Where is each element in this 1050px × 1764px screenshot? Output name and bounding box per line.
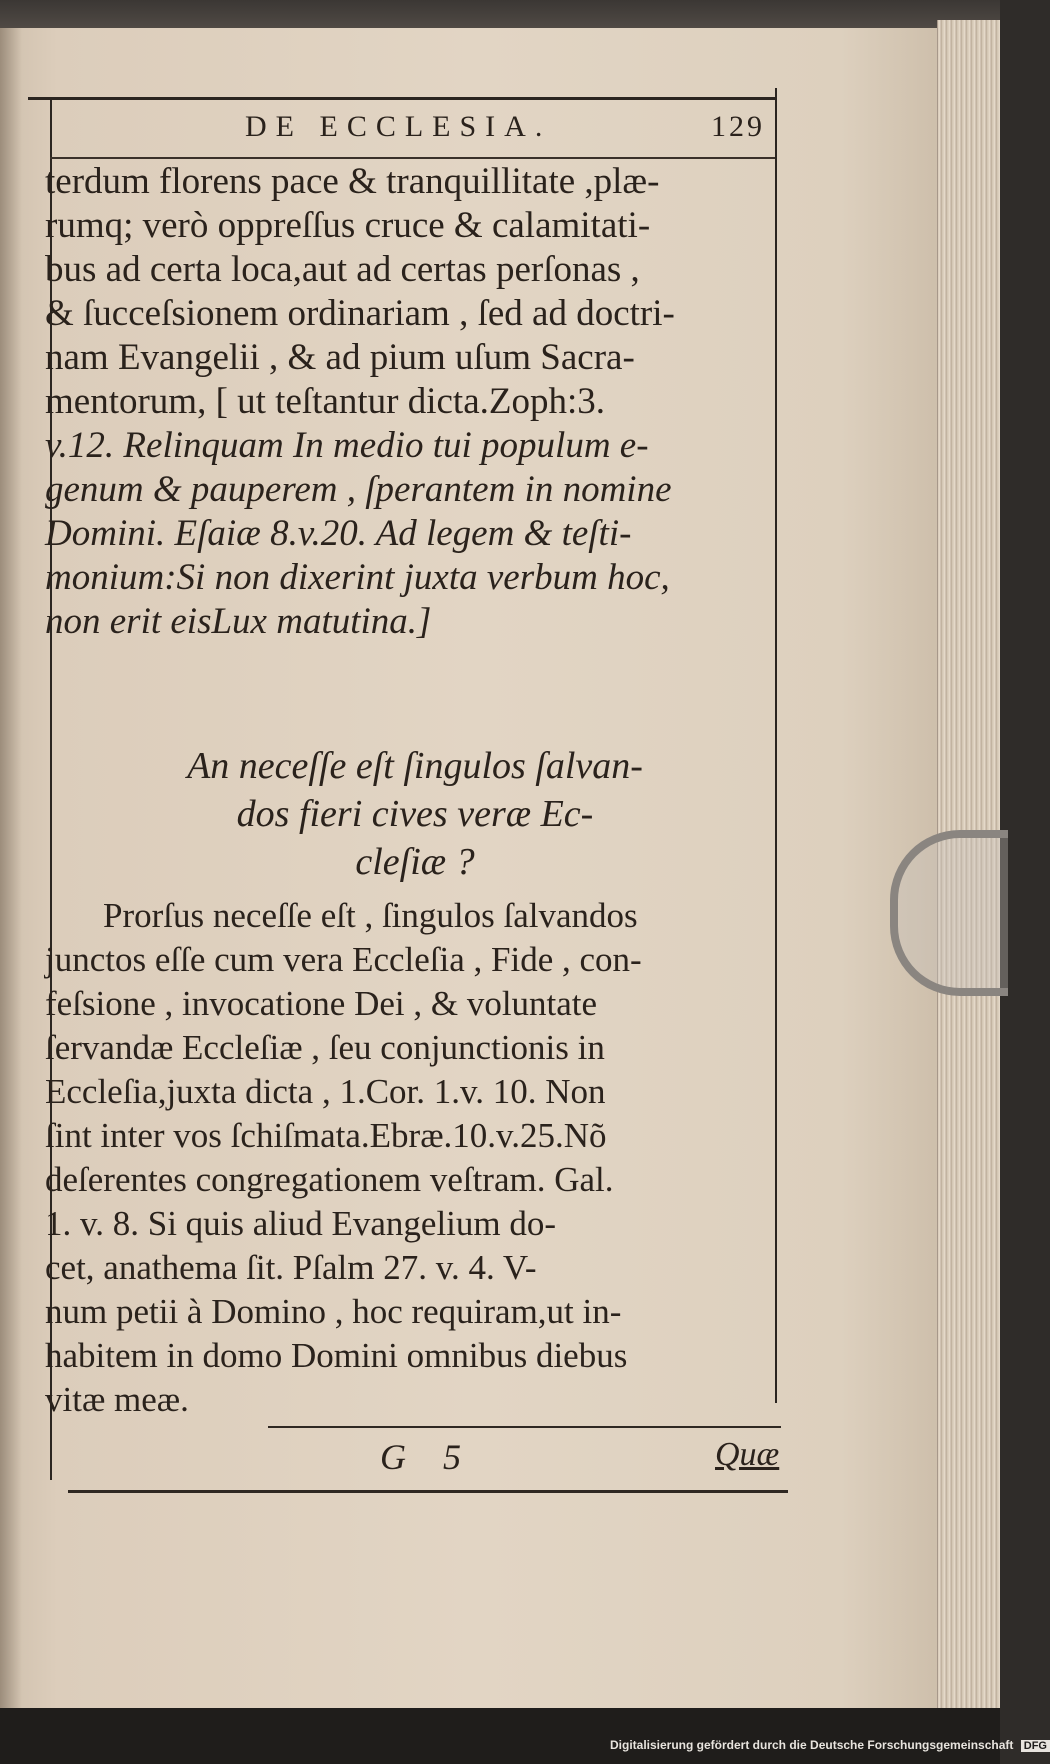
answer-line: deſerentes congregationem veſtram. Gal. [45,1160,614,1199]
footer-bottom-rule [68,1490,788,1493]
body-paragraph [45,160,775,644]
heading-line: An neceſſe eſt ſingulos ſalvan- [187,745,643,787]
body-line-italic: non erit eisLux matutina.] [45,601,432,642]
body-line: bus ad certa loca,aut ad certas perſonas , [45,249,640,290]
body-line: rumq; verò oppreſſus cruce & calamitati- [45,205,651,246]
page-clip [890,830,1008,996]
body-line: & ſucceſsionem ordinariam , ſed ad doctri- [45,293,675,334]
body-line: terdum florens pace & tranquillitate ,plæ- [45,161,660,202]
answer-line: vitæ meæ. [45,1380,189,1419]
gutter-shadow [0,28,22,1708]
body-line-italic: v.12. Relinquam In medio tui populum e- [45,425,649,466]
catchword: Quæ [715,1436,780,1473]
body-line-italic: monium:Si non dixerint juxta verbum hoc, [45,557,670,598]
answer-line: habitem in domo Domini omnibus diebus [45,1336,628,1375]
signature-mark: G 5 [380,1437,475,1477]
dfg-logo: DFG [1021,1740,1050,1752]
heading-line: cleſiæ ? [355,841,475,883]
frame-top-rule [28,97,776,100]
answer-line: Eccleſia,juxta dicta , 1.Cor. 1.v. 10. Non [45,1072,606,1111]
body-line: nam Evangelii , & ad pium uſum Sacra- [45,337,635,378]
answer-line: feſsione , invocatione Dei , & voluntate [45,984,598,1023]
body-line-italic: genum & pauperem , ſperantem in nomine [45,469,672,510]
answer-line: 1. v. 8. Si quis aliud Evangelium do- [45,1204,557,1243]
header-rule [50,157,775,159]
running-title: DE ECCLESIA. [245,110,552,143]
answer-line: junctos eſſe cum vera Eccleſia , Fide , con- [45,940,642,979]
scan-background-bottom [0,1708,1000,1764]
heading-line: dos fieri cives veræ Ec- [236,793,594,835]
answer-line: num petii à Domino , hoc requiram,ut in- [45,1292,622,1331]
answer-line: ſint inter vos ſchiſmata.Ebræ.10.v.25.Nõ [45,1116,607,1155]
running-header [245,110,765,150]
digitization-credit [610,1738,1050,1752]
page-number: 129 [711,110,765,143]
answer-paragraph [45,895,785,1423]
body-line-italic: Domini. Eſaiæ 8.v.20. Ad legem & teſti- [45,513,632,554]
answer-line: cet, anathema ſit. Pſalm 27. v. 4. V- [45,1248,537,1287]
answer-line: ſervandæ Eccleſiæ , ſeu conjunctionis in [45,1028,605,1067]
credit-text: Digitalisierung gefördert durch die Deutsche Forschungsgemeinschaft [610,1738,1014,1752]
answer-line: Prorſus neceſſe eſt , ſingulos ſalvandos [103,896,638,935]
footer-rule [268,1426,781,1428]
question-heading [55,742,775,886]
body-line: mentorum, [ ut teſtantur dicta.Zoph:3. [45,381,606,422]
